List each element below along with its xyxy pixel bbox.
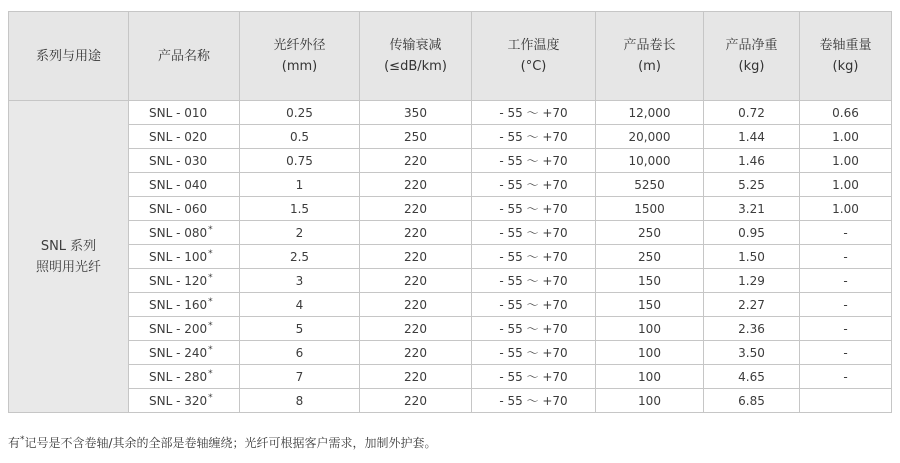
footnote-star: * xyxy=(20,435,25,445)
cell-diameter: 4 xyxy=(240,293,360,317)
cell-reel-weight: - xyxy=(800,293,892,317)
cell-reel-weight: - xyxy=(800,317,892,341)
column-header-unit: (m) xyxy=(638,59,661,74)
no-reel-star-mark: * xyxy=(208,345,213,355)
product-name-cell xyxy=(129,245,240,269)
no-reel-star-mark: * xyxy=(208,225,213,235)
cell-net-weight: 1.46 xyxy=(704,149,800,173)
cell-attenuation: 250 xyxy=(360,125,472,149)
product-name-text: SNL - 060 xyxy=(149,201,208,216)
cell-length: 1500 xyxy=(596,197,704,221)
cell-temp: - 55 ～ +70 xyxy=(472,341,596,365)
column-header-label: 产品名称 xyxy=(157,48,210,64)
product-name-cell xyxy=(129,389,240,413)
cell-net-weight: 4.65 xyxy=(704,365,800,389)
product-name xyxy=(149,321,219,336)
column-header-label: 产品净重 xyxy=(725,38,778,53)
cell-reel-weight: 1.00 xyxy=(800,173,892,197)
cell-length: 10,000 xyxy=(596,149,704,173)
product-name-cell xyxy=(129,149,240,173)
column-header-label: 传输衰减 xyxy=(389,38,442,53)
product-name-text: SNL - 030 xyxy=(149,153,208,168)
cell-net-weight: 1.44 xyxy=(704,125,800,149)
product-name-cell xyxy=(129,341,240,365)
product-name-cell xyxy=(129,197,240,221)
column-header-label: 光纤外径 xyxy=(273,38,326,53)
table-row xyxy=(9,317,892,341)
cell-length: 100 xyxy=(596,389,704,413)
cell-attenuation: 220 xyxy=(360,197,472,221)
column-header xyxy=(800,12,892,101)
product-name-cell xyxy=(129,125,240,149)
column-header xyxy=(360,12,472,101)
product-name-text: SNL - 100 xyxy=(149,250,208,264)
column-header-label: 工作温度 xyxy=(507,38,560,53)
column-header-label: 卷轴重量 xyxy=(819,38,872,53)
column-header xyxy=(472,12,596,101)
product-name xyxy=(149,202,219,216)
product-name xyxy=(149,249,219,264)
cell-length: 12,000 xyxy=(596,101,704,125)
cell-temp: - 55 ～ +70 xyxy=(472,293,596,317)
spec-table-container xyxy=(8,11,891,413)
cell-attenuation: 220 xyxy=(360,389,472,413)
cell-reel-weight: 0.66 xyxy=(800,101,892,125)
product-name-text: SNL - 320 xyxy=(149,394,208,408)
product-name-text: SNL - 200 xyxy=(149,322,208,336)
footnote-prefix: 有 xyxy=(8,436,21,450)
cell-reel-weight: 1.00 xyxy=(800,125,892,149)
product-name xyxy=(149,297,219,312)
cell-attenuation: 220 xyxy=(360,173,472,197)
column-header-unit: (kg) xyxy=(832,59,859,74)
cell-diameter: 2.5 xyxy=(240,245,360,269)
cell-net-weight: 3.21 xyxy=(704,197,800,221)
cell-net-weight: 3.50 xyxy=(704,341,800,365)
cell-temp: - 55 ～ +70 xyxy=(472,173,596,197)
cell-reel-weight: - xyxy=(800,269,892,293)
cell-length: 250 xyxy=(596,221,704,245)
cell-net-weight: 1.50 xyxy=(704,245,800,269)
cell-temp: - 55 ～ +70 xyxy=(472,221,596,245)
product-name-text: SNL - 280 xyxy=(149,370,208,384)
cell-diameter: 8 xyxy=(240,389,360,413)
cell-diameter: 1 xyxy=(240,173,360,197)
table-row xyxy=(9,341,892,365)
cell-temp: - 55 ～ +70 xyxy=(472,317,596,341)
cell-net-weight: 1.29 xyxy=(704,269,800,293)
product-name xyxy=(149,393,219,408)
no-reel-star-mark: * xyxy=(208,249,213,259)
cell-reel-weight: - xyxy=(800,245,892,269)
product-name-text: SNL - 160 xyxy=(149,298,208,312)
table-row xyxy=(9,173,892,197)
footnote-text: 记号是不含卷轴/其余的全部是卷轴缠绕；光纤可根据客户需求，加制外护套。 xyxy=(24,436,437,450)
product-name xyxy=(149,154,219,168)
product-name-cell xyxy=(129,269,240,293)
cell-diameter: 3 xyxy=(240,269,360,293)
product-name xyxy=(149,130,219,144)
cell-length: 250 xyxy=(596,245,704,269)
product-name-cell xyxy=(129,365,240,389)
product-name xyxy=(149,178,219,192)
cell-attenuation: 220 xyxy=(360,365,472,389)
no-reel-star-mark: * xyxy=(208,369,213,379)
cell-temp: - 55 ～ +70 xyxy=(472,365,596,389)
product-name-cell xyxy=(129,101,240,125)
product-name-cell xyxy=(129,317,240,341)
cell-attenuation: 220 xyxy=(360,149,472,173)
table-header xyxy=(9,12,892,101)
series-cell xyxy=(9,101,129,413)
product-name-text: SNL - 040 xyxy=(149,177,208,192)
cell-net-weight: 5.25 xyxy=(704,173,800,197)
product-name-text: SNL - 020 xyxy=(149,129,208,144)
product-name-cell xyxy=(129,173,240,197)
table-row xyxy=(9,149,892,173)
cell-reel-weight: - xyxy=(800,221,892,245)
product-name xyxy=(149,106,219,120)
table-row xyxy=(9,269,892,293)
cell-length: 5250 xyxy=(596,173,704,197)
cell-net-weight: 0.72 xyxy=(704,101,800,125)
product-name-cell xyxy=(129,221,240,245)
cell-temp: - 55 ～ +70 xyxy=(472,101,596,125)
table-body xyxy=(9,101,892,413)
column-header xyxy=(704,12,800,101)
table-row xyxy=(9,245,892,269)
product-name xyxy=(149,369,219,384)
cell-attenuation: 220 xyxy=(360,269,472,293)
product-name-text: SNL - 240 xyxy=(149,346,208,360)
table-row xyxy=(9,101,892,125)
cell-attenuation: 220 xyxy=(360,293,472,317)
product-name-text: SNL - 120 xyxy=(149,274,208,288)
product-name-cell xyxy=(129,293,240,317)
table-row xyxy=(9,389,892,413)
product-name xyxy=(149,345,219,360)
cell-net-weight: 2.36 xyxy=(704,317,800,341)
cell-length: 150 xyxy=(596,293,704,317)
column-header xyxy=(596,12,704,101)
cell-attenuation: 220 xyxy=(360,245,472,269)
cell-length: 100 xyxy=(596,341,704,365)
cell-temp: - 55 ～ +70 xyxy=(472,269,596,293)
cell-temp: - 55 ～ +70 xyxy=(472,197,596,221)
cell-length: 100 xyxy=(596,317,704,341)
spec-table xyxy=(8,11,892,413)
series-name: SNL 系列 xyxy=(40,238,97,254)
cell-temp: - 55 ～ +70 xyxy=(472,389,596,413)
column-header-unit: (≤dB/km) xyxy=(384,59,447,74)
column-header-unit: (°C) xyxy=(520,59,547,74)
no-reel-star-mark: * xyxy=(208,321,213,331)
cell-net-weight: 0.95 xyxy=(704,221,800,245)
no-reel-star-mark: * xyxy=(208,297,213,307)
table-row xyxy=(9,365,892,389)
cell-length: 150 xyxy=(596,269,704,293)
cell-diameter: 0.5 xyxy=(240,125,360,149)
no-reel-star-mark: * xyxy=(208,393,213,403)
footnote xyxy=(8,434,437,451)
table-row xyxy=(9,221,892,245)
table-row xyxy=(9,125,892,149)
product-name-text: SNL - 080 xyxy=(149,226,208,240)
cell-diameter: 7 xyxy=(240,365,360,389)
cell-diameter: 0.75 xyxy=(240,149,360,173)
cell-temp: - 55 ～ +70 xyxy=(472,149,596,173)
cell-attenuation: 220 xyxy=(360,221,472,245)
cell-diameter: 6 xyxy=(240,341,360,365)
column-header-label: 系列与用途 xyxy=(35,48,101,64)
header-row xyxy=(9,12,892,101)
table-row xyxy=(9,197,892,221)
cell-diameter: 2 xyxy=(240,221,360,245)
cell-reel-weight: - xyxy=(800,341,892,365)
no-reel-star-mark: * xyxy=(208,273,213,283)
series-usage: 照明用光纤 xyxy=(35,259,101,275)
cell-reel-weight: - xyxy=(800,365,892,389)
cell-attenuation: 220 xyxy=(360,317,472,341)
product-name xyxy=(149,273,219,288)
product-name xyxy=(149,225,219,240)
cell-temp: - 55 ～ +70 xyxy=(472,245,596,269)
cell-diameter: 5 xyxy=(240,317,360,341)
column-header xyxy=(240,12,360,101)
cell-reel-weight xyxy=(800,389,892,413)
product-name-text: SNL - 010 xyxy=(149,105,208,120)
column-header-unit: (mm) xyxy=(281,59,318,74)
cell-diameter: 0.25 xyxy=(240,101,360,125)
column-header xyxy=(129,12,240,101)
cell-reel-weight: 1.00 xyxy=(800,149,892,173)
cell-reel-weight: 1.00 xyxy=(800,197,892,221)
cell-net-weight: 2.27 xyxy=(704,293,800,317)
column-header xyxy=(9,12,129,101)
cell-temp: - 55 ～ +70 xyxy=(472,125,596,149)
column-header-unit: (kg) xyxy=(738,59,765,74)
table-row xyxy=(9,293,892,317)
column-header-label: 产品卷长 xyxy=(623,38,676,53)
cell-diameter: 1.5 xyxy=(240,197,360,221)
cell-net-weight: 6.85 xyxy=(704,389,800,413)
cell-length: 20,000 xyxy=(596,125,704,149)
cell-attenuation: 350 xyxy=(360,101,472,125)
cell-length: 100 xyxy=(596,365,704,389)
cell-attenuation: 220 xyxy=(360,341,472,365)
